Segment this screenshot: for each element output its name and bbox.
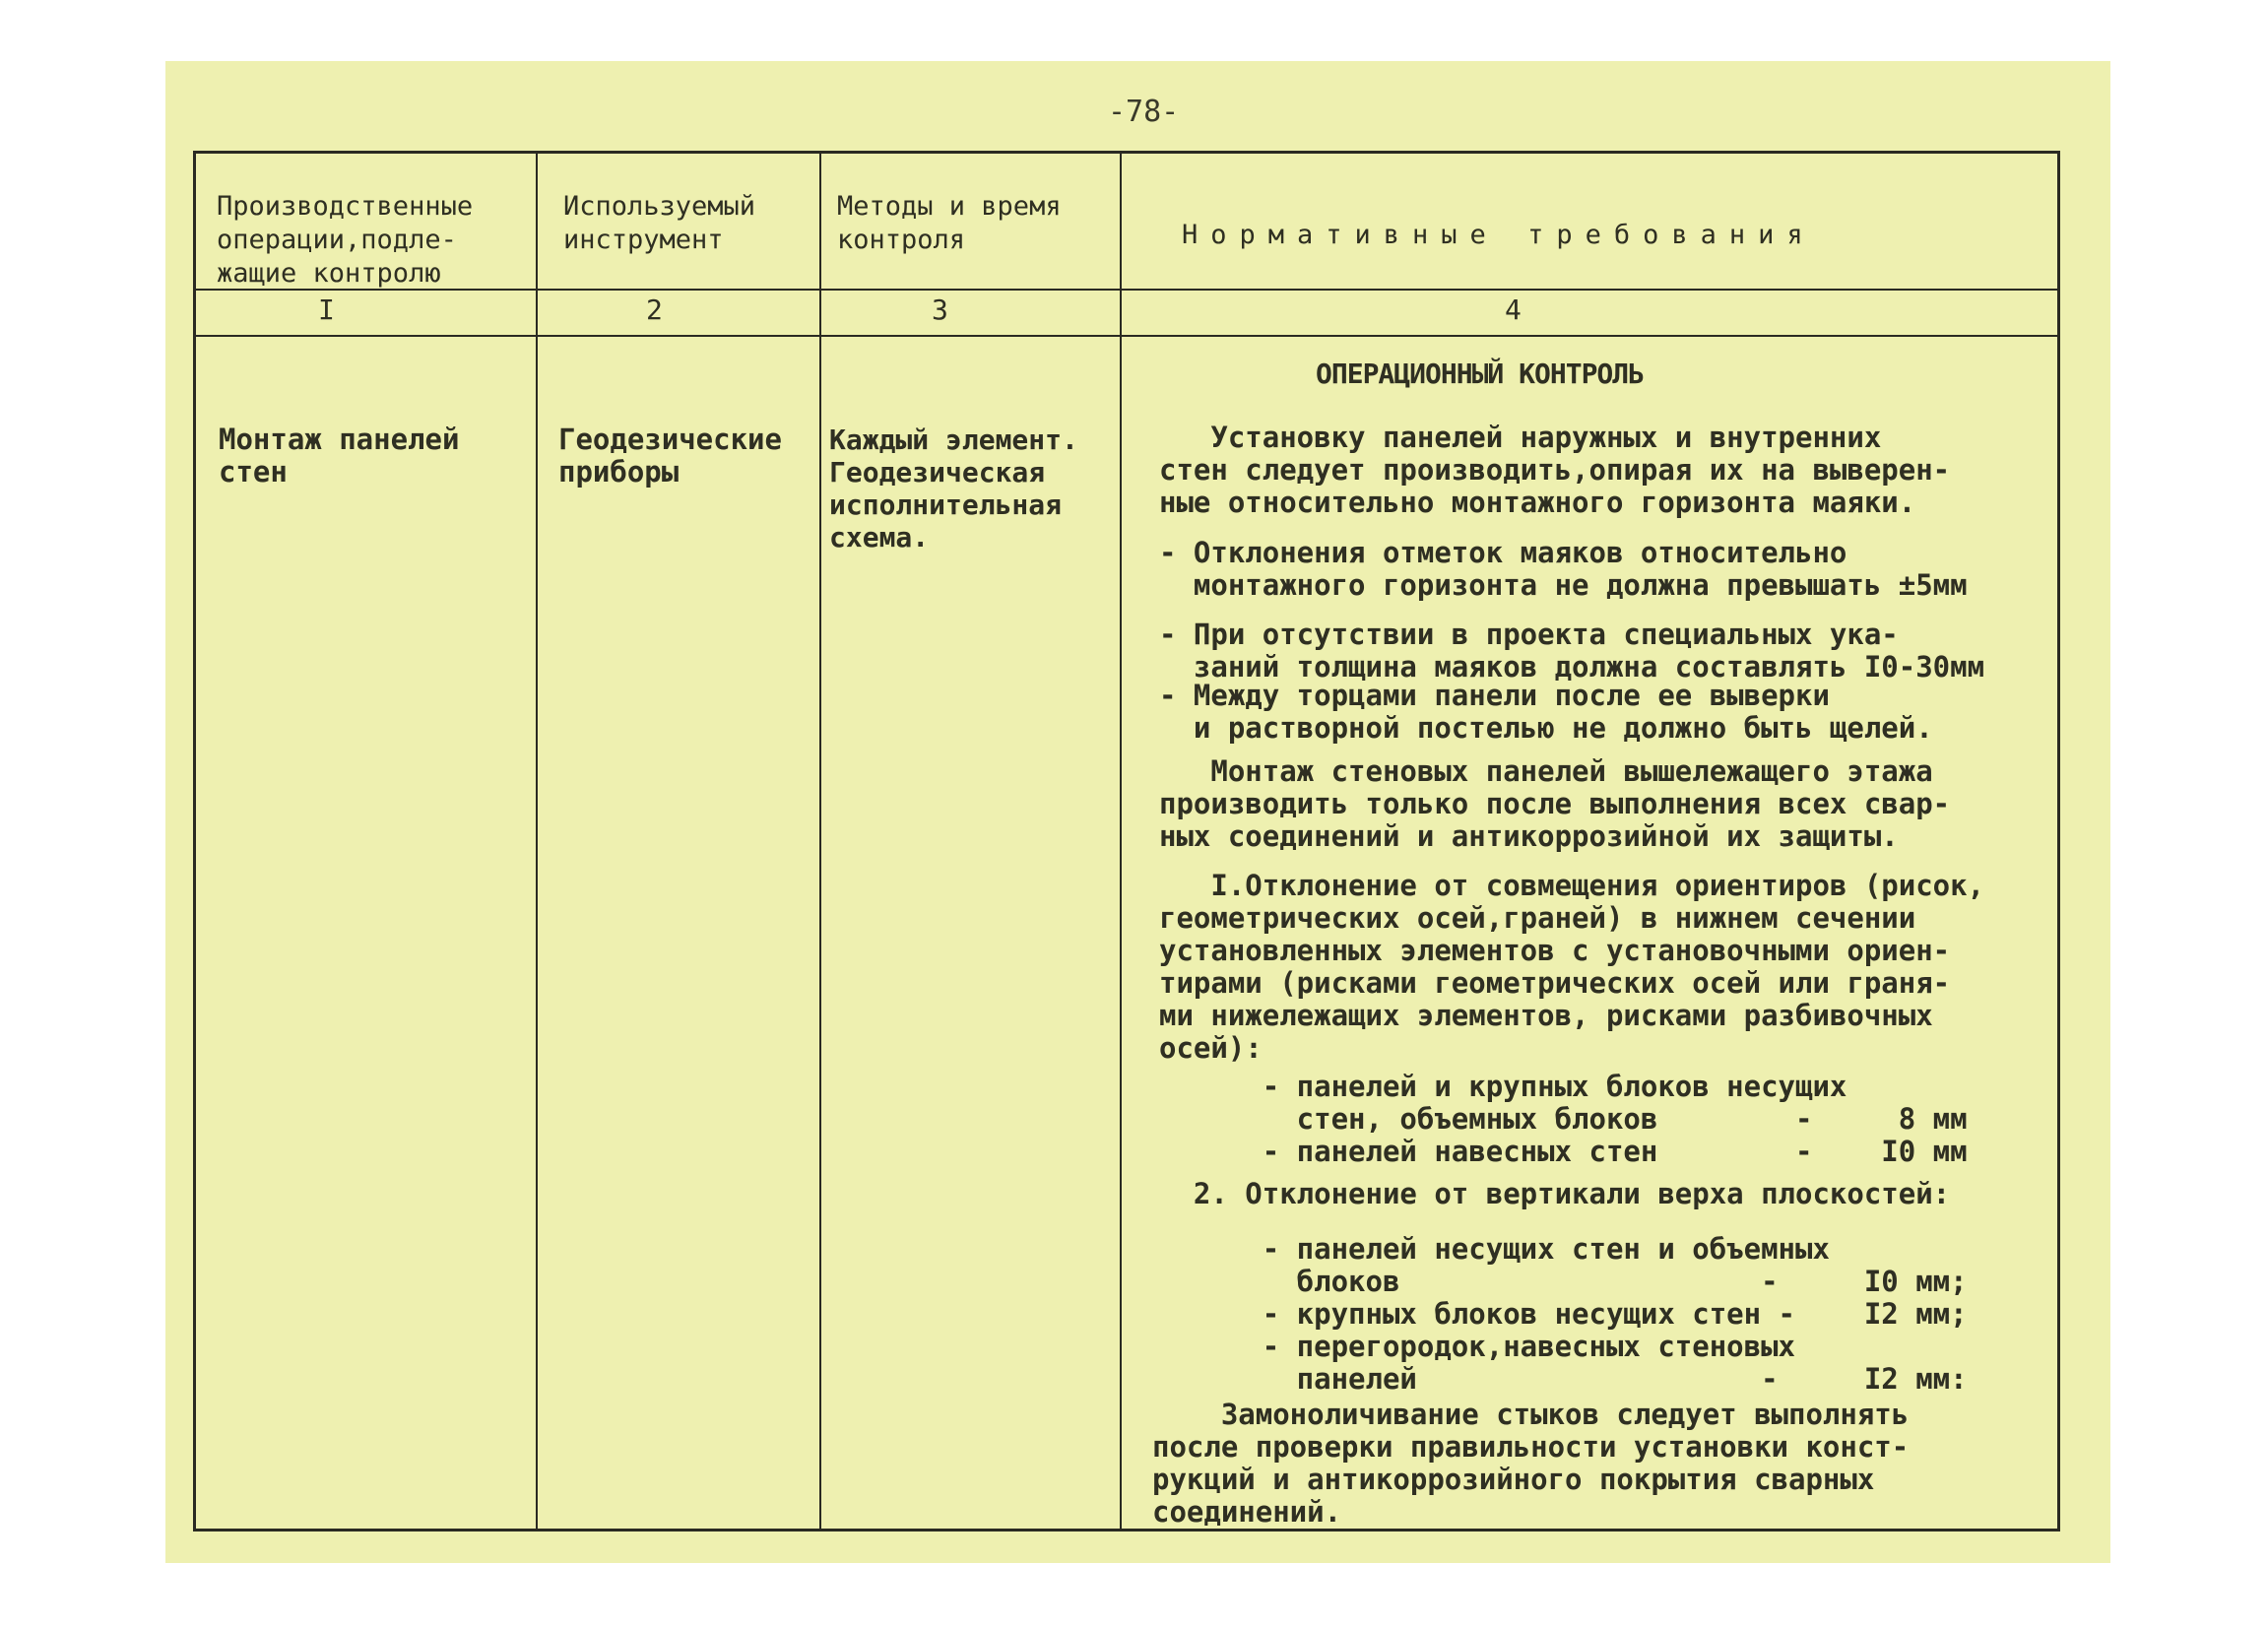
instrument-cell: Геодезические приборы — [558, 423, 782, 489]
requirements-bullet-1: - Отклонения отметок маяков относительно монтажного горизонта не должна превышать ±5мм — [1159, 536, 1968, 602]
requirements-bullet-3: - Между торцами панели после ее выверки и растворной постелью не должно быть щелей. — [1159, 679, 1933, 745]
column-number-4: 4 — [1505, 293, 1522, 326]
header-col4: Нормативные требования — [1182, 220, 1816, 250]
column-divider-1 — [536, 151, 538, 1531]
column-divider-2 — [819, 151, 821, 1531]
column-number-2: 2 — [646, 293, 663, 326]
column-number-1: I — [318, 293, 335, 326]
requirements-paragraph-4: 2. Отклонение от вертикали верха плоскостей: — [1159, 1177, 1951, 1210]
header-divider — [193, 289, 2060, 291]
page-number: -78- — [1108, 95, 1180, 129]
requirements-paragraph-2: Монтаж стеновых панелей вышележащего этажа производить только после выполнения всех свар- ных соединений и антикоррозийной их защиты. — [1159, 754, 1951, 853]
requirements-paragraph-1: Установку панелей наружных и внутренних стен следует производить,опирая их на выверен- ные относительно монтажного горизонта маяки. — [1159, 421, 1951, 519]
requirements-list-2: - панелей несущих стен и объемных блоков - I0 мм; - крупных блоков несущих стен - I2 мм; - перегородок,навесных стеновых панелей - I2 мм: — [1262, 1232, 1968, 1396]
section-title: ОПЕРАЦИОННЫЙ КОНТРОЛЬ — [1316, 358, 1645, 390]
requirements-paragraph-3: I.Отклонение от совмещения ориентиров (рисок, геометрических осей,граней) в нижнем сечении установленных элементов с установочными ориен- тирами (рисками геометрических осей или граня- ми нижележащих элементов, рисками разбивочных осей): — [1159, 869, 1985, 1065]
header-col3: Методы и время контроля — [837, 191, 1062, 255]
method-cell: Каждый элемент. Геодезическая исполнительная схема. — [829, 424, 1078, 554]
requirements-list-1: - панелей и крупных блоков несущих стен, объемных блоков - 8 мм - панелей навесных стен - I0 мм — [1262, 1070, 1968, 1168]
requirements-bullet-2: - При отсутствии в проекта специальных ука- заний толщина маяков должна составлять I0-30мм — [1159, 618, 1985, 684]
operation-cell: Монтаж панелей стен — [219, 423, 460, 489]
requirements-paragraph-5: Замоноличивание стыков следует выполнять после проверки правильности установки конст- рукций и антикоррозийного покрытия сварных соединений. — [1152, 1398, 1910, 1529]
number-row-divider — [193, 335, 2060, 337]
header-col2: Используемый инструмент — [563, 191, 756, 255]
column-divider-3 — [1120, 151, 1122, 1531]
column-number-3: 3 — [932, 293, 948, 326]
header-col1: Производственные операции,подле- жащие контролю — [217, 191, 474, 289]
